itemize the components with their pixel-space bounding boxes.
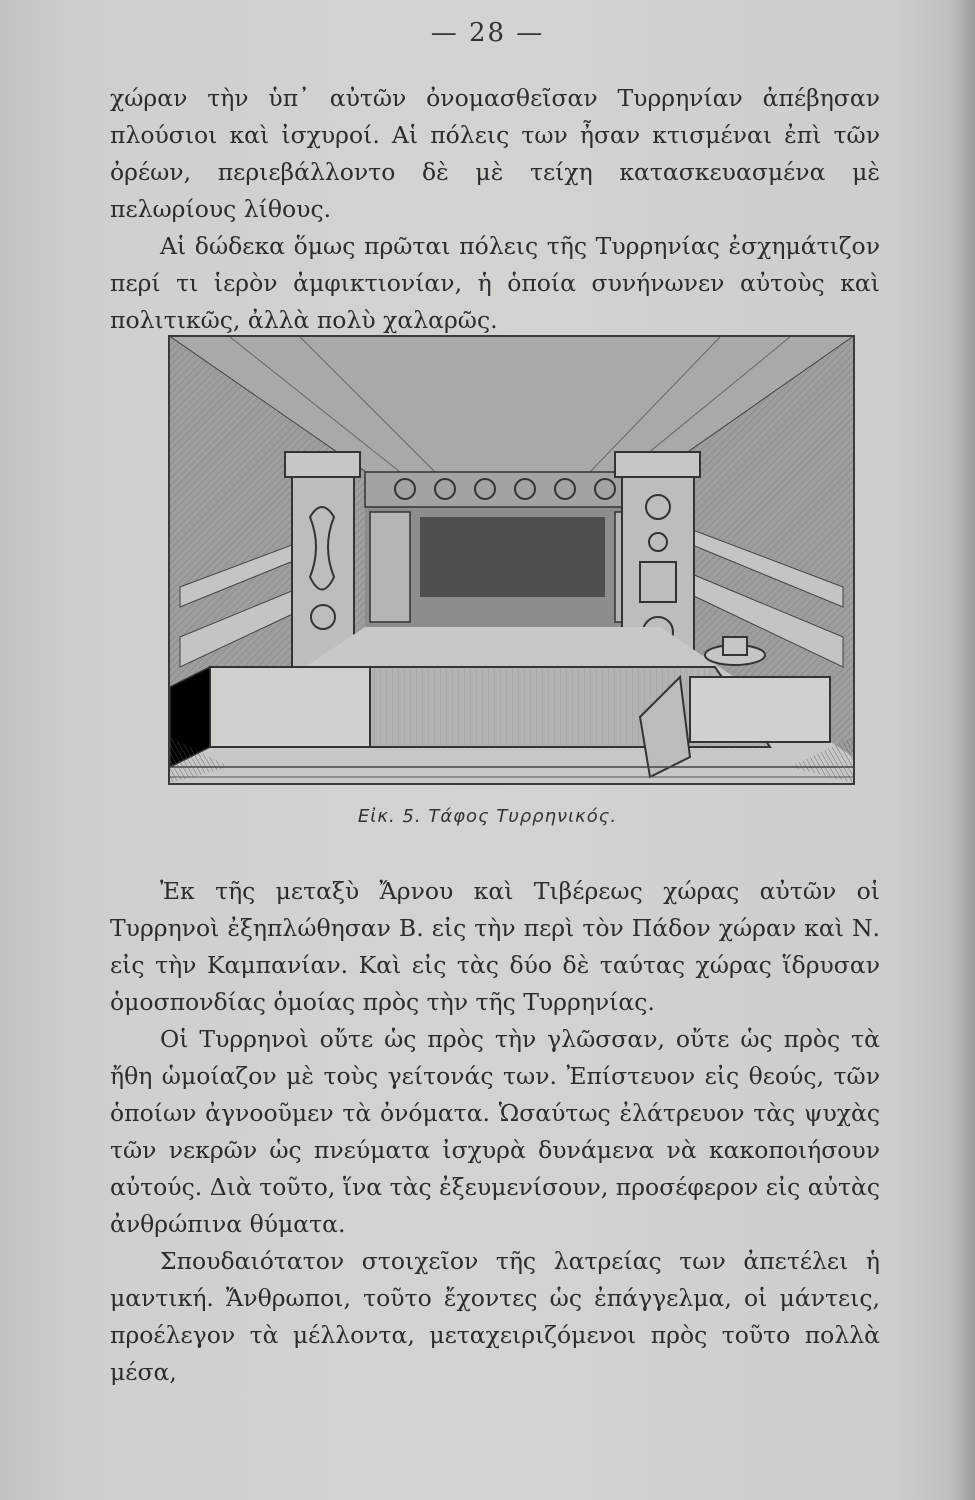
paragraph: χώραν τὴν ὑπ᾽ αὐτῶν ὀνομασθεῖσαν Τυρρηνίαν ἀπέβησαν πλούσιοι καὶ ἰσχυροί. Αἱ πόλεις των ἦσαν κτισμέναι ἐπὶ τῶν ὀρέων, περιεβάλλοντο δὲ μὲ τείχη κατασκευασμένα μὲ πελωρίους λίθους. bbox=[110, 84, 880, 223]
paragraph: Αἱ δώδεκα ὅμως πρῶται πόλεις τῆς Τυρρηνίας ἐσχημάτιζον περί τι ἱερὸν ἀμφικτιονίαν, ἡ ὁποία συνήνωνεν αὐτοὺς καὶ πολιτικῶς, ἀλλὰ πολὺ χαλαρῶς. bbox=[110, 232, 880, 334]
bottom-text-block bbox=[110, 873, 880, 1391]
page-gutter-shadow bbox=[953, 0, 975, 1500]
paragraph: Ἐκ τῆς μεταξὺ Ἄρνου καὶ Τιβέρεως χώρας αὐτῶν οἱ Τυρρηνοὶ ἐξηπλώθησαν Β. εἰς τὴν περὶ τὸν Πάδον χώραν καὶ Ν. εἰς τὴν Καμπανίαν. Καὶ εἰς τὰς δύο δὲ ταύτας χώρας ἵδρυσαν ὁμοσπονδίας ὁμοίας πρὸς τὴν τῆς Τυρρηνίας. bbox=[110, 877, 880, 1016]
figure-caption: Εἰκ. 5. Τάφος Τυρρηνικός. bbox=[357, 806, 618, 827]
paragraph: Οἱ Τυρρηνοὶ οὔτε ὡς πρὸς τὴν γλῶσσαν, οὔτε ὡς πρὸς τὰ ἤθη ὡμοίαζον μὲ τοὺς γείτονάς των. Ἐπίστευον εἰς θεούς, τῶν ὁποίων ἀγνοοῦμεν τὰ ὀνόματα. Ὡσαύτως ἐλάτρευον τὰς ψυχὰς τῶν νεκρῶν ὡς πνεύματα ἰσχυρὰ δυνάμενα νὰ κακοποιήσουν αὐτούς. Διὰ τοῦτο, ἵνα τὰς ἐξευμενίσουν, προσέφερον εἰς αὐτὰς ἀνθρώπινα θύματα. bbox=[110, 1025, 880, 1238]
paragraph: Σπουδαιότατον στοιχεῖον τῆς λατρείας των ἀπετέλει ἡ μαντική. Ἄνθρωποι, τοῦτο ἔχοντες ὡς ἐπάγγελμα, οἱ μάντεις, προέλεγον τὰ μέλλοντα, μεταχειριζόμενοι πρὸς τοῦτο πολλὰ μέσα, bbox=[110, 1247, 880, 1386]
tomb-illustration bbox=[168, 335, 855, 785]
page-number: — 28 — bbox=[430, 18, 545, 48]
top-text-block bbox=[110, 80, 880, 339]
etruscan-tomb-engraving bbox=[170, 337, 853, 783]
